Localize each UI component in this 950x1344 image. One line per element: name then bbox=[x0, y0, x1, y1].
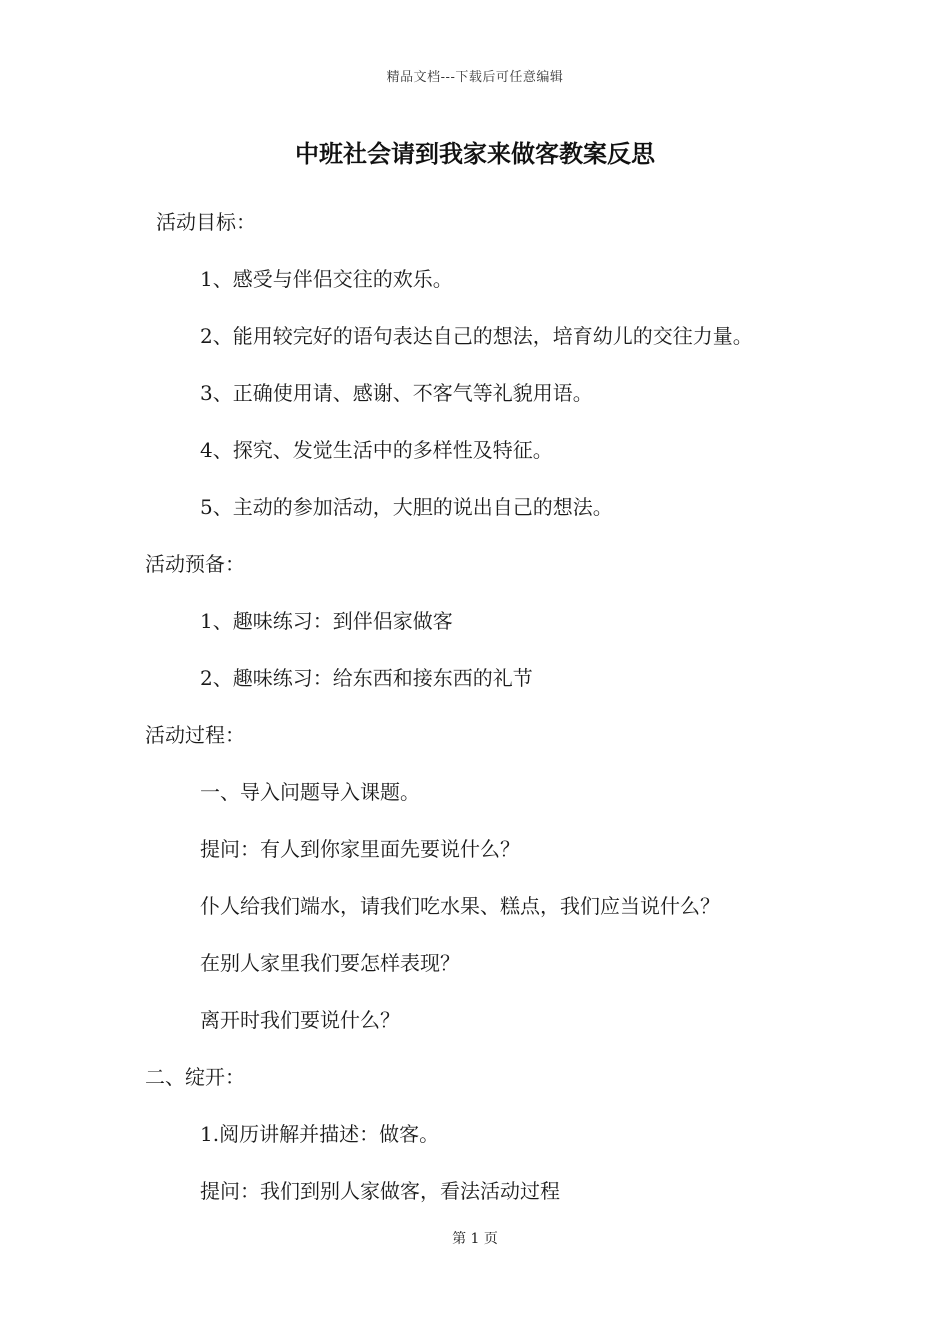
goal-item: 2、能用较完好的语句表达自己的想法，培育幼儿的交往力量。 bbox=[200, 324, 753, 348]
process-paragraph: 仆人给我们端水，请我们吃水果、糕点，我们应当说什么？ bbox=[200, 894, 720, 918]
header-note: 精品文档---下载后可任意编辑 bbox=[386, 70, 564, 85]
process-paragraph: 在别人家里我们要怎样表现？ bbox=[200, 951, 460, 975]
page-number: 第 1 页 bbox=[452, 1231, 498, 1247]
preparation-item: 1、趣味练习：到伴侣家做客 bbox=[200, 609, 453, 633]
goal-item: 4、探究、发觉生活中的多样性及特征。 bbox=[200, 438, 553, 462]
expand-paragraph: 1.阅历讲解并描述：做客。 bbox=[200, 1122, 440, 1146]
goal-item: 5、主动的参加活动，大胆的说出自己的想法。 bbox=[200, 495, 613, 519]
section-heading-preparation: 活动预备： bbox=[145, 552, 245, 576]
section-heading-expand: 二、绽开： bbox=[145, 1065, 245, 1089]
process-paragraph: 一、导入问题导入课题。 bbox=[200, 780, 420, 804]
section-heading-goals: 活动目标： bbox=[156, 210, 256, 234]
preparation-item: 2、趣味练习：给东西和接东西的礼节 bbox=[200, 666, 533, 690]
section-heading-process: 活动过程： bbox=[145, 723, 245, 747]
expand-paragraph: 提问：我们到别人家做客，看法活动过程 bbox=[200, 1179, 560, 1203]
goal-item: 1、感受与伴侣交往的欢乐。 bbox=[200, 267, 453, 291]
goal-item: 3、正确使用请、感谢、不客气等礼貌用语。 bbox=[200, 381, 593, 405]
document-title: 中班社会请到我家来做客教案反思 bbox=[295, 139, 655, 168]
process-paragraph: 提问：有人到你家里面先要说什么？ bbox=[200, 837, 520, 861]
process-paragraph: 离开时我们要说什么？ bbox=[200, 1008, 400, 1032]
